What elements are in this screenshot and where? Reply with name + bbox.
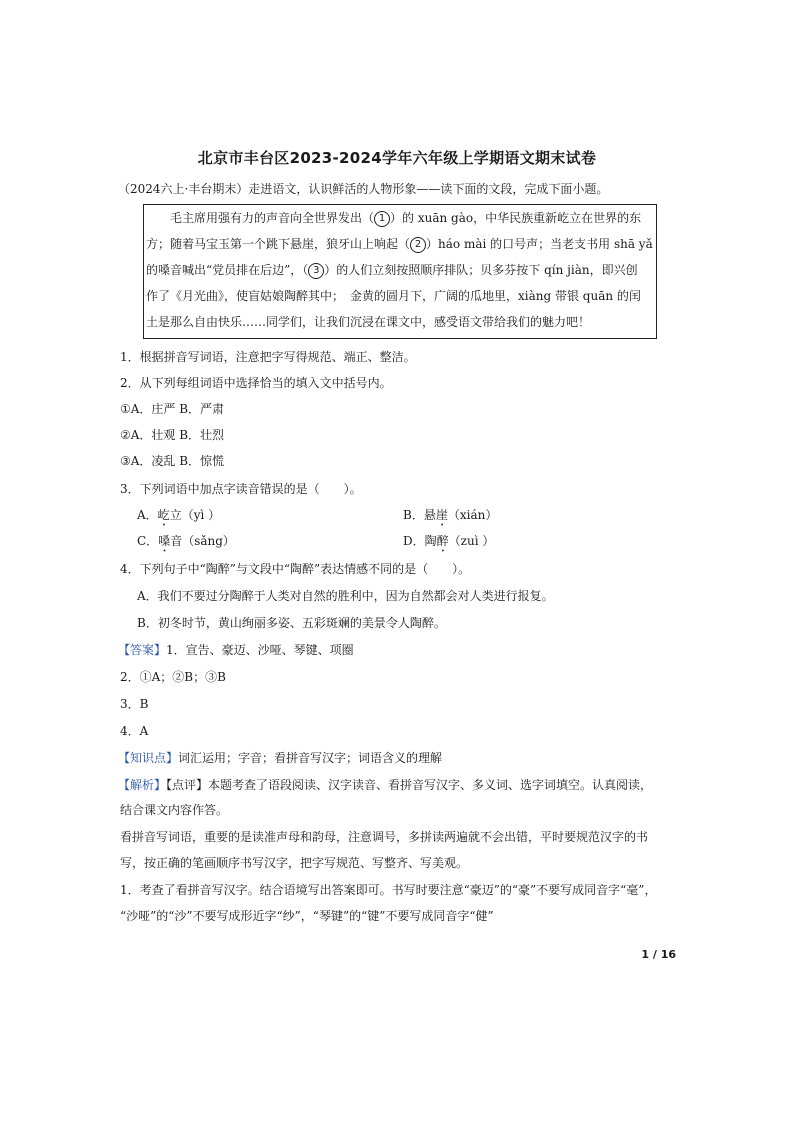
passage-line-3: 的嗓音喊出“党员排在后边”，（ 3 ）的人们立刻按照顺序排队；贝多芬按下 qín jiàn，即兴创 — [146, 263, 638, 277]
blank-number-1: 1 — [374, 211, 390, 227]
answer-line-2: 2．①A；②B；③B — [120, 670, 226, 684]
knowledge-point: 【知识点】词汇运用；字音；看拼音写汉字；词语含义的理解 — [118, 751, 443, 765]
question-2-option-2: ②A．壮观 B．壮烈 — [120, 428, 225, 442]
question-1: 1．根据拼音写词语，注意把字写得规范、端正、整洁。 — [120, 350, 416, 364]
question-2-option-1: ①A．庄严 B．严肃 — [120, 402, 225, 416]
page-number: 1 / 16 — [641, 948, 676, 961]
passage-line-2: 方；随着马宝玉第一个跳下悬崖，狼牙山上响起（ 2 ）háo mài 的口号声；当老支书用 shā yǎ — [146, 237, 653, 251]
question-4-option-a: A．我们不要过分陶醉于人类对自然的胜利中，因为自然都会对人类进行报复。 — [137, 589, 554, 603]
answer-line-1: 【答案】1．宣告、豪迈、沙哑、琴键、项圈 — [118, 643, 354, 657]
question-3-option-b: B．悬崖（xián） — [403, 508, 498, 522]
analysis-line-2: 结合课文内容作答。 — [120, 803, 229, 817]
question-intro: （2024六上·丰台期末）走进语文，认识鲜活的人物形象——读下面的文段，完成下面小题。 — [118, 182, 609, 196]
analysis-tag: 【解析】 — [118, 778, 167, 792]
knowledge-point-tag: 【知识点】 — [118, 751, 179, 765]
passage-line-1: 毛主席用强有力的声音向全世界发出（ 1 ）的 xuān gào，中华民族重新屹立在世界的东 — [170, 211, 642, 225]
question-4-option-b: B．初冬时节，黄山绚丽多姿、五彩斑斓的美景令人陶醉。 — [137, 616, 446, 630]
question-4: 4．下列句子中“陶醉”与文段中“陶醉”表达情感不同的是（ ）。 — [120, 562, 471, 576]
analysis-para-1: 看拼音写词语，重要的是读准声母和韵母，注意调号，多拼读两遍就不会出错，平时要规范汉字的书 — [120, 830, 649, 844]
blank-number-2: 2 — [410, 237, 426, 253]
passage-line-5: 土是那么自由快乐……同学们，让我们沉浸在课文中，感受语文带给我们的魅力吧！ — [146, 315, 591, 329]
question-3-option-d: D．陶醉（zuì ） — [403, 534, 495, 548]
page-title: 北京市丰台区2023-2024学年六年级上学期语文期末试卷 — [197, 149, 597, 167]
passage-line-4: 作了《月光曲》，使盲姑娘陶醉其中； 金黄的圆月下，广阔的瓜地里，xiàng 带银 quān 的闰 — [146, 289, 641, 303]
passage-box — [143, 204, 657, 339]
question-3: 3．下列词语中加点字读音错误的是（ ）。 — [120, 482, 362, 496]
analysis-para-2: 写，按正确的笔画顺序书写汉字，把字写规范、写整齐、写美观。 — [120, 856, 469, 870]
analysis-line-1: 【解析】【点评】本题考查了语段阅读、汉字读音、看拼音写汉字、多义词、选字词填空。认真阅读， — [118, 778, 653, 792]
answer-tag: 【答案】 — [118, 643, 167, 657]
answer-line-3: 3．B — [120, 697, 149, 711]
answer-line-4: 4．A — [120, 724, 149, 738]
question-3-option-c: C．嗓音（sǎng） — [137, 534, 235, 548]
question-3-option-a: A．屹立（yì ） — [137, 508, 221, 522]
analysis-para-4: “沙哑”的“沙”不要写成形近字“纱”，“琴键”的“键”不要写成同音字“健” — [120, 909, 494, 923]
question-2-option-3: ③A．凌乱 B．惊慌 — [120, 454, 225, 468]
blank-number-3: 3 — [308, 263, 324, 279]
question-2: 2．从下列每组词语中选择恰当的填入文中括号内。 — [120, 376, 392, 390]
analysis-para-3: 1．考查了看拼音写汉字。结合语境写出答案即可。书写时要注意“豪迈”的“豪”不要写成同音字“毫”， — [120, 883, 657, 897]
